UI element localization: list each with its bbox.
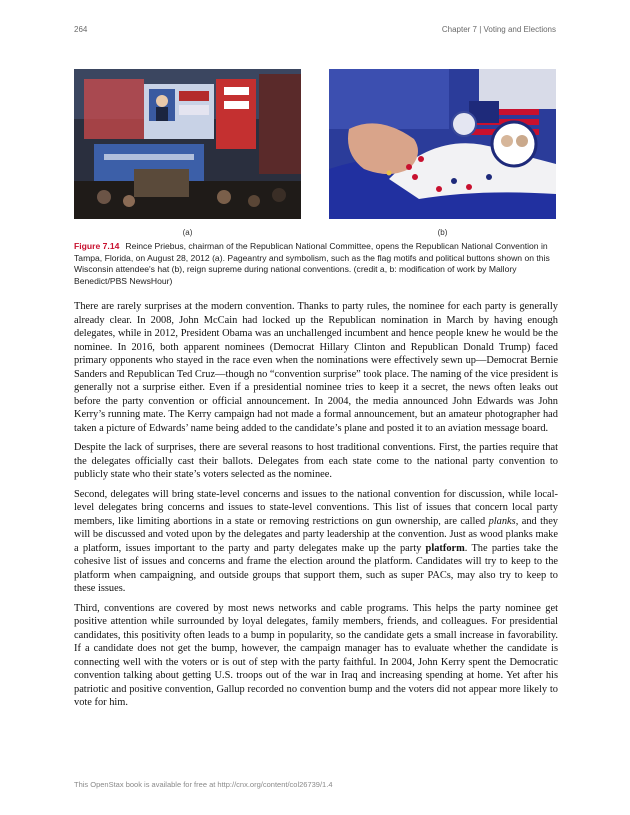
footer-text: This OpenStax book is available for free at http://cnx.org/content/col26739/1.4 <box>74 780 333 789</box>
paragraph-1: There are rarely surprises at the modern convention. Thanks to party rules, the nominee for each party is generally already clear. In 2008, John McCain had locked up the Republican nomination in March by having enough delegates, while in 2012, President Obama was an unchallenged incumbent and hence people knew he would be the nominee. In 2016, both apparent nominees (Democrat Hillary Clinton and Republican Donald Trump) faced primary opponents who stayed in the race even when the nominations were effectively sewn up—Democrat Bernie Sanders and Republican Ted Cruz—though no “convention surprise” took place. The naming of the vice president is generally not a surprise either. Even if a presidential nominee tries to keep it a secret, the news often leaks out before the party convention or official announcement. In 2004, the media announced John Edwards was John Kerry’s running mate. The Kerry campaign had not made a formal announcement, but an amateur photographer had taken a picture of Edwards’ name being added to the candidate’s plane and posted it to an aviation message board. <box>74 301 558 434</box>
figure-caption <box>74 241 558 287</box>
paragraph-2: Despite the lack of surprises, there are several reasons to host traditional conventions. First, the parties require that the delegates officially cast their ballots. Delegates from each state come to the national party convention to publicly state who their state’s voters selected as the nominee. <box>74 442 558 480</box>
figure-a-photo <box>74 69 301 219</box>
figure-caption-label: Figure 7.14 <box>74 241 120 251</box>
figure-b-photo <box>329 69 556 219</box>
figure-caption-text: Reince Priebus, chairman of the Republican National Committee, opens the Republican National Convention in Tampa, Florida, on August 28, 2012 (a). Pageantry and symbolism, such as the flag motifs and political buttons shown on this Wisconsin attendee's hat (b), reign supreme during national conventions. (credit a, b: modification of work by Mallory Benedict/PBS NewsHour) <box>74 241 550 286</box>
body-text <box>74 300 558 716</box>
term-planks: planks <box>488 515 516 527</box>
term-platform: platform <box>425 542 465 554</box>
chapter-title: Chapter 7 | Voting and Elections <box>441 25 556 34</box>
paragraph-3-part-c: . The parties take the cohesive list of issues and concerns and frame the election around the platform. Candidates will try to keep to the platform when campaigning, and outside groups that support them, such as super PACs, may also try to keep to these issues. <box>74 542 558 594</box>
paragraph-4: Third, conventions are covered by most news networks and cable programs. This helps the party nominee get positive attention while surrounded by loyal delegates, family members, friends, and colleagues. For presidential candidates, this positivity often leads to a bump in popularity, so the candidate gets a small increase in favorability. If a candidate does not get the bump, however, the campaign manager has to evaluate whether the candidate is connecting well with the voters or is out of step with the party faithful. In 2004, John Kerry spent the Democratic convention talking about getting U.S. troops out of the war in Iraq and increasing spending at home. Yet after his patriotic and positive convention, Gallup recorded no convention bump and the voters did not appear more likely to vote for him. <box>74 602 558 708</box>
paragraph-3-part-b: , and they will be discussed and voted upon by the delegates and party leadership at the convention. Just as wood planks make a platform, issues important to the party and party delegates make up the party <box>74 515 559 554</box>
figure-b-label: (b) <box>437 228 448 237</box>
page-number: 264 <box>74 25 88 34</box>
paragraph-3-part-a: Second, delegates will bring state-level concerns and issues to the national convention for discussion, while local-level delegates bring concerns and issues to state-level conventions. This list of issues that concern local party members, like limiting abortions in a state or removing restrictions on gun ownership, are called <box>74 488 558 527</box>
paragraph-3 <box>74 488 558 596</box>
figure-a-label: (a) <box>182 228 193 237</box>
